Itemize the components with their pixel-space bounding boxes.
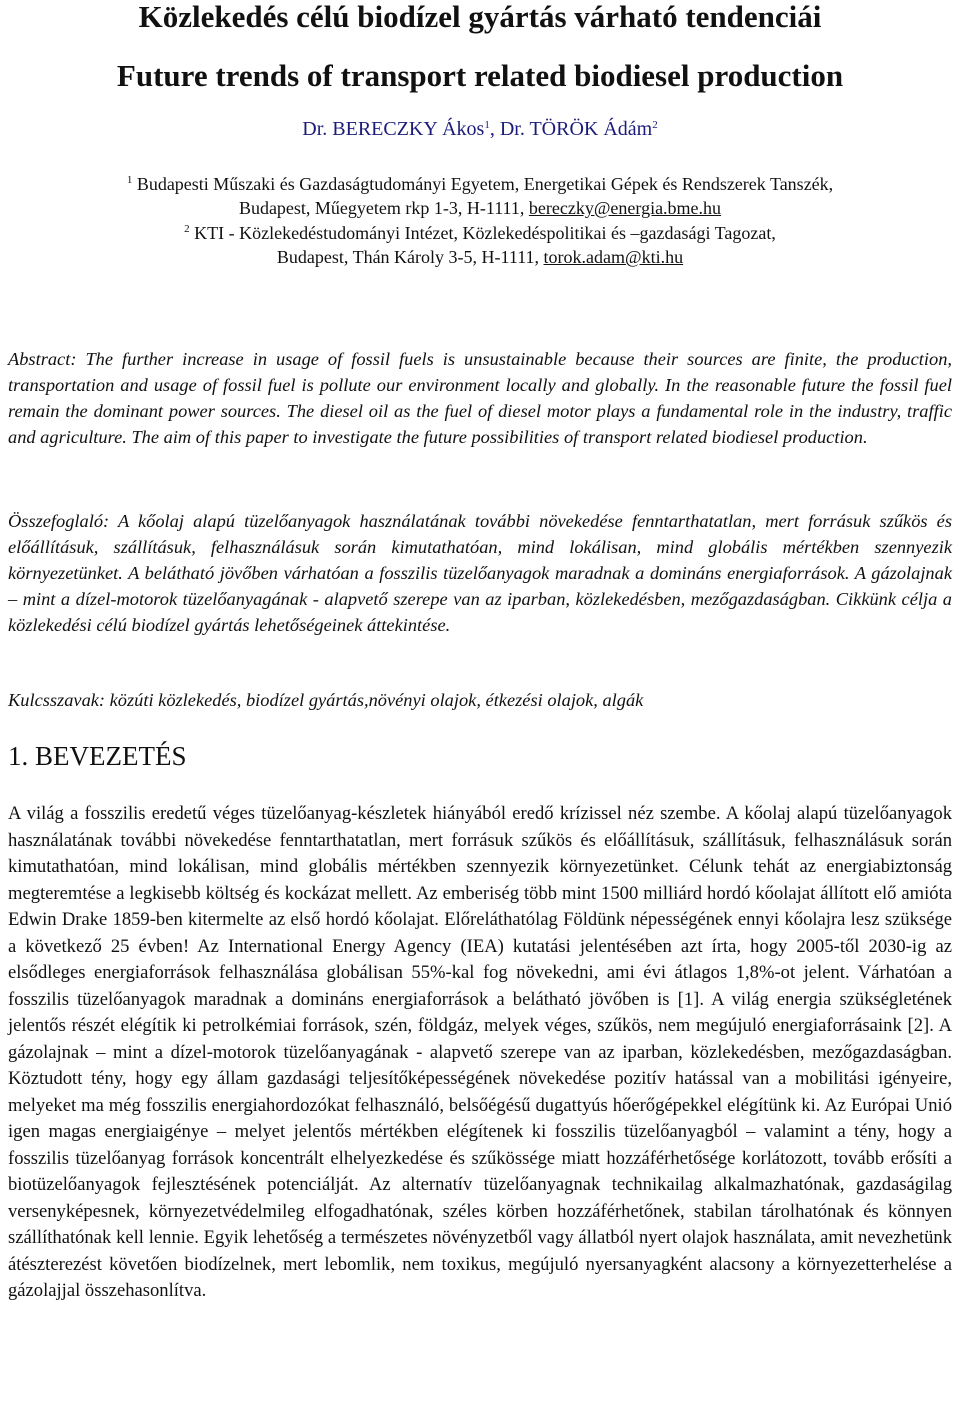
affiliation-2-line-1 bbox=[0, 221, 960, 245]
author-1-name: Dr. BERECZKY Ákos bbox=[302, 118, 485, 140]
introduction-body-paragraph: A világ a fosszilis eredetű véges tüzelőanyag-készletek hiányából eredő krízissel néz szembe. A kőolaj alapú tüzelőanyagok használatának további növekedése fenntarthatatlan, mert forrásuk szűkös és előállításuk, szállításuk, felhasználásuk során kimutathatóan, mind lokálisan, mind globális mértékben szennyezik környezetünket. Célunk tehát az energiabiztonság megteremtése a legkisebb költség és kockázat mellett. Az emberiség több mint 1500 milliárd hordó kőolajat állított elő amióta Edwin Drake 1859-ben kitermelte az első hordó kőolajat. Előreláthatólag Földünk népességének ennyi kőolajra lesz szüksége a következő 25 évben! Az International Energy Agency (IEA) kutatási jelentésében azt írta, hogy 2005-től 2030-ig az elsődleges energiaforrások felhasználása globálisan 55%-kal fog növekedni, ami évi átlagos 1,8%-ot jelent. Várhatóan a fosszilis tüzelőanyagok maradnak a domináns energiaforrások a belátható jövőben is [1]. A világ energia szükségletének jelentős részét elégítik ki petrolkémiai források, szén, földgáz, melyek véges, szűkös, nem megújuló energiaforrásaink [2]. A gázolajnak – mint a dízel-motorok tüzelőanyagának - alapvető szerepe van az iparban, közlekedésben, mezőgazdaságban. Köztudott tény, hogy egy állam gazdasági teljesítőképességének növekedése pozitív hatással van a mobilitási igényeire, melyeket ma még fosszilis energiahordozókat felhasználó, belsőégésű dugattyús hőerőgépekkel elégítünk ki. Az Európai Unió igen magas energiaigénye – melyet jelentős mértékben elégítenek ki fosszilis tüzelőanyagból – valamint a tény, hogy a fosszilis tüzelőanyag források koncentrált elhelyezkedése és szűkössége miatt hozzáférhetősége korlátozott, tovább erősíti a biotüzelőanyagok fejlesztésének potenciálját. Az alternatív tüzelőanyagnak technikailag alkalmazhatónak, gazdaságilag versenyképesnek, környezetvédelmileg elfogadhatónak, széles körben hozzáférhetőnek, stabilan tárolhatónak és könnyen szállíthatónak kell lennie. Egyik lehetőség a természetes növényzetből vagy állatból nyert olajok használata, amit nevezhetünk átészterezést követően biodízelnek, mert lebomlik, nem toxikus, megújuló nyersanyagként alacsony a környezetterhelése a gázolajjal összehasonlítva. bbox=[8, 803, 952, 1301]
affiliation-2-sup: 2 bbox=[184, 223, 190, 235]
affiliation-2-institution: KTI - Közlekedéstudományi Intézet, Közlekedéspolitikai és –gazdasági Tagozat, bbox=[189, 223, 776, 243]
abstract-paragraph: Abstract: The further increase in usage of fossil fuels is unsustainable because their sources are finite, the production, transportation and usage of fossil fuel is pollute our environment locally and globally. In the reasonable future the fossil fuel remain the dominant power sources. The diesel oil as the fuel of diesel motor plays a fundamental role in the industry, traffic and agriculture. The aim of this paper to investigate the future possibilities of transport related biodiesel production. bbox=[8, 349, 952, 447]
keywords-line: Kulcsszavak: közúti közlekedés, biodízel gyártás,növényi olajok, étkezési olajok, algák bbox=[8, 690, 644, 710]
affiliation-1-line-1 bbox=[0, 172, 960, 196]
affiliation-1-sup: 1 bbox=[126, 174, 133, 186]
affiliation-2-address: Budapest, Thán Károly 3-5, H-1111, bbox=[276, 247, 544, 267]
affiliation-1-email-link[interactable]: bereczky@energia.bme.hu bbox=[528, 198, 722, 218]
author-1-sup: 1 bbox=[484, 119, 490, 131]
author-2-name: Dr. TÖRÖK Ádám bbox=[499, 118, 653, 140]
author-2-sup: 2 bbox=[652, 119, 658, 131]
section-heading: 1. BEVEZETÉS bbox=[8, 741, 187, 771]
author-line bbox=[0, 117, 960, 141]
affiliation-2-email-link[interactable]: torok.adam@kti.hu bbox=[543, 247, 684, 267]
affiliation-2-line-2 bbox=[0, 245, 960, 269]
affiliation-1-address: Budapest, Műegyetem rkp 1-3, H-1111, bbox=[238, 198, 529, 218]
author-separator: , bbox=[489, 118, 500, 140]
summary-paragraph-hungarian: Összefoglaló: A kőolaj alapú tüzelőanyagok használatának további növekedése fenntarthatatlan, mert forrásuk szűkös és előállításuk, szállításuk, felhasználásuk során kimutathatóan, mind lokálisan, mind globális mértékben szennyezik környezetünket. A belátható jövőben várhatóan a fosszilis tüzelőanyagok maradnak a domináns energiaforrások. A gázolajnak – mint a dízel-motorok tüzelőanyagának - alapvető szerepe van az iparban, közlekedésben, mezőgazdaságban. Cikkünk célja a közlekedési célú biodízel gyártás lehetőségeinek áttekintése. bbox=[8, 511, 952, 635]
affiliation-1-institution: Budapesti Műszaki és Gazdaságtudományi Egyetem, Energetikai Gépek és Rendszerek Tanszék, bbox=[132, 174, 834, 194]
title-english: Future trends of transport related biodiesel production bbox=[116, 58, 844, 93]
title-hungarian: Közlekedés célú biodízel gyártás várható tendenciái bbox=[138, 0, 822, 34]
affiliation-1-line-2 bbox=[0, 196, 960, 220]
